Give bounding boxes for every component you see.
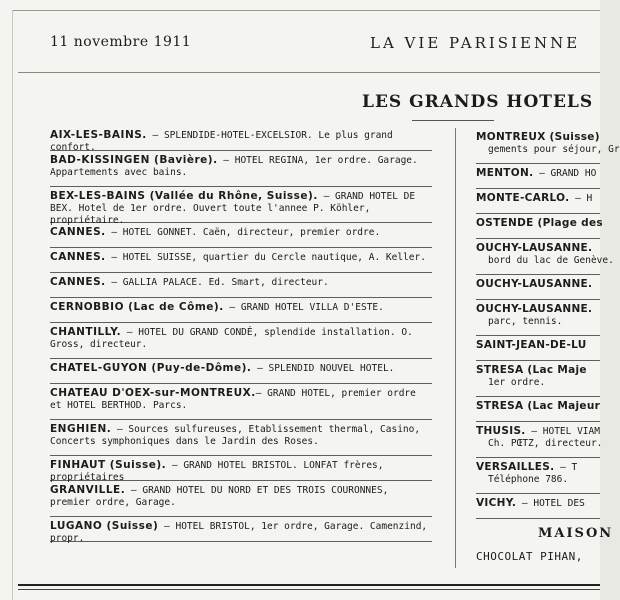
listing-description: — HOTEL DU GRAND CONDÉ, splendide installation. O. Gross, directeur. <box>50 327 413 350</box>
maison-heading: MAISON <box>538 526 614 541</box>
listing-description: — T <box>554 462 578 473</box>
listing-continuation: Téléphone 786. <box>488 474 569 485</box>
listing-continuation: gements pour séjour, Gr <box>488 144 620 155</box>
column-divider <box>455 128 456 568</box>
hotel-listing <box>50 323 432 359</box>
hotel-listing <box>50 359 432 384</box>
listing-place: CHATEAU D'OEX-sur-MONTREUX. <box>50 387 256 399</box>
hotel-listing-truncated <box>476 300 600 336</box>
listing-description: — HOTEL BRISTOL, 1er ordre, Garage. Camenzind, propr. <box>50 521 428 544</box>
listing-place: CANNES. <box>50 226 106 238</box>
listing-description: — GRAND HOTEL DE BEX. Hotel de 1er ordre. Ouvert toute l'annee P. Köhler, propriétaire. <box>50 191 416 226</box>
listing-place: OUCHY-LAUSANNE. <box>476 303 593 315</box>
title-underline <box>412 120 494 121</box>
listing-place: BEX-LES-BAINS (Vallée du Rhône, Suisse). <box>50 190 318 202</box>
hotel-listing <box>50 384 432 420</box>
top-rule <box>12 10 600 11</box>
hotel-listing-truncated <box>476 361 600 397</box>
hotel-listing-truncated <box>476 214 603 239</box>
hotel-listing-truncated <box>476 336 600 361</box>
hotel-listing <box>50 517 432 542</box>
listing-place: STRESA (Lac Maje <box>476 364 587 376</box>
listing-place: VICHY. <box>476 497 517 509</box>
hotel-listing <box>50 151 432 187</box>
listing-continuation: Ch. PŒTZ, directeur. <box>488 438 603 449</box>
listing-place: GRANVILLE. <box>50 484 126 496</box>
hotel-listing-truncated <box>476 239 614 275</box>
hotel-listing <box>50 298 432 323</box>
hotel-listing-truncated <box>476 275 600 300</box>
listing-place: OSTENDE (Plage des <box>476 217 603 229</box>
chocolat-advert: CHOCOLAT PIHAN, <box>476 550 583 563</box>
listing-place: OUCHY-LAUSANNE. <box>476 242 593 254</box>
bottom-rule <box>18 584 600 586</box>
listing-place: MENTON. <box>476 167 534 179</box>
listing-place: FINHAUT (Suisse). <box>50 459 167 471</box>
listing-description: — GALLIA PALACE. Ed. Smart, directeur. <box>105 277 329 288</box>
hotel-listing-truncated <box>476 189 600 214</box>
hotel-listing <box>50 273 432 298</box>
listing-description: — SPLENDID NOUVEL HOTEL. <box>251 363 395 374</box>
listing-place: MONTREUX (Suisse) <box>476 131 600 143</box>
header-rule <box>18 72 600 73</box>
listing-description: — HOTEL SUISSE, quartier du Cercle nautique, A. Keller. <box>105 252 426 263</box>
listing-description: — HOTEL DES <box>516 498 585 509</box>
listing-place: AIX-LES-BAINS. <box>50 129 147 141</box>
listing-place: LUGANO (Suisse) <box>50 520 159 532</box>
listing-place: THUSIS. <box>476 425 526 437</box>
listing-place: CHANTILLY. <box>50 326 122 338</box>
hotel-listing <box>50 420 432 456</box>
hotel-listing <box>50 126 432 151</box>
hotel-listing <box>50 456 432 481</box>
hotel-listing <box>50 187 432 226</box>
listing-description: — Sources sulfureuses, Etablissement thermal, Casino, Concerts symphoniques dans le Jardin des Roses. <box>50 424 421 447</box>
hotel-listing-truncated <box>476 458 600 494</box>
hotel-listing-truncated <box>476 494 600 519</box>
listing-description: — GRAND HOTEL, premier ordre et HOTEL BERTHOD. Parcs. <box>50 388 416 411</box>
listing-description: — GRAND HOTEL VILLA D'ESTE. <box>223 302 384 313</box>
listing-description: — HOTEL VIAM <box>525 426 600 437</box>
hotel-listing <box>50 248 432 273</box>
listing-place: BAD-KISSINGEN (Bavière). <box>50 154 218 166</box>
hotel-listing-truncated <box>476 397 600 422</box>
right-hotel-column <box>476 128 620 519</box>
listing-description: — GRAND HO <box>533 168 597 179</box>
listing-place: VERSAILLES. <box>476 461 555 473</box>
listing-description: — HOTEL REGINA, 1er ordre. Garage. Appartements avec bains. <box>50 155 418 178</box>
listing-place: OUCHY-LAUSANNE. <box>476 278 593 290</box>
hotel-listing <box>50 223 432 248</box>
listing-place: ENGHIEN. <box>50 423 112 435</box>
listing-place: STRESA (Lac Majeur <box>476 400 601 412</box>
hotel-listing <box>50 481 432 517</box>
listing-description: — H <box>569 193 593 204</box>
hotel-listing-truncated <box>476 422 603 458</box>
listing-place: MONTE-CARLO. <box>476 192 570 204</box>
listing-description: — GRAND HOTEL DU NORD ET DES TROIS COURONNES, premier ordre, Garage. <box>50 485 389 508</box>
listing-place: CHATEL-GUYON (Puy-de-Dôme). <box>50 362 252 374</box>
publication-title: LA VIE PARISIENNE <box>370 34 581 52</box>
section-title: LES GRANDS HOTELS <box>362 92 594 112</box>
hotel-listing-truncated <box>476 128 620 164</box>
listing-description: — GRAND HOTEL BRISTOL. LONFAT frères, propriétaires <box>50 460 384 483</box>
left-margin-rule <box>12 10 13 600</box>
listing-continuation: 1er ordre. <box>488 377 546 388</box>
bottom-rule-thin <box>18 589 600 590</box>
listing-description: — SPLENDIDE-HOTEL-EXCELSIOR. Le plus grand confort. <box>50 130 393 153</box>
listing-continuation: parc, tennis. <box>488 316 563 327</box>
hotel-listing-truncated <box>476 164 600 189</box>
listing-place: CANNES. <box>50 251 106 263</box>
listing-place: CANNES. <box>50 276 106 288</box>
listing-continuation: bord du lac de Genève. <box>488 255 614 266</box>
listing-place: SAINT-JEAN-DE-LU <box>476 339 587 351</box>
listing-place: CERNOBBIO (Lac de Côme). <box>50 301 224 313</box>
left-hotel-column <box>50 126 432 542</box>
header-date: 11 novembre 1911 <box>50 34 192 50</box>
listing-description: — HOTEL GONNET. Caën, directeur, premier ordre. <box>105 227 381 238</box>
